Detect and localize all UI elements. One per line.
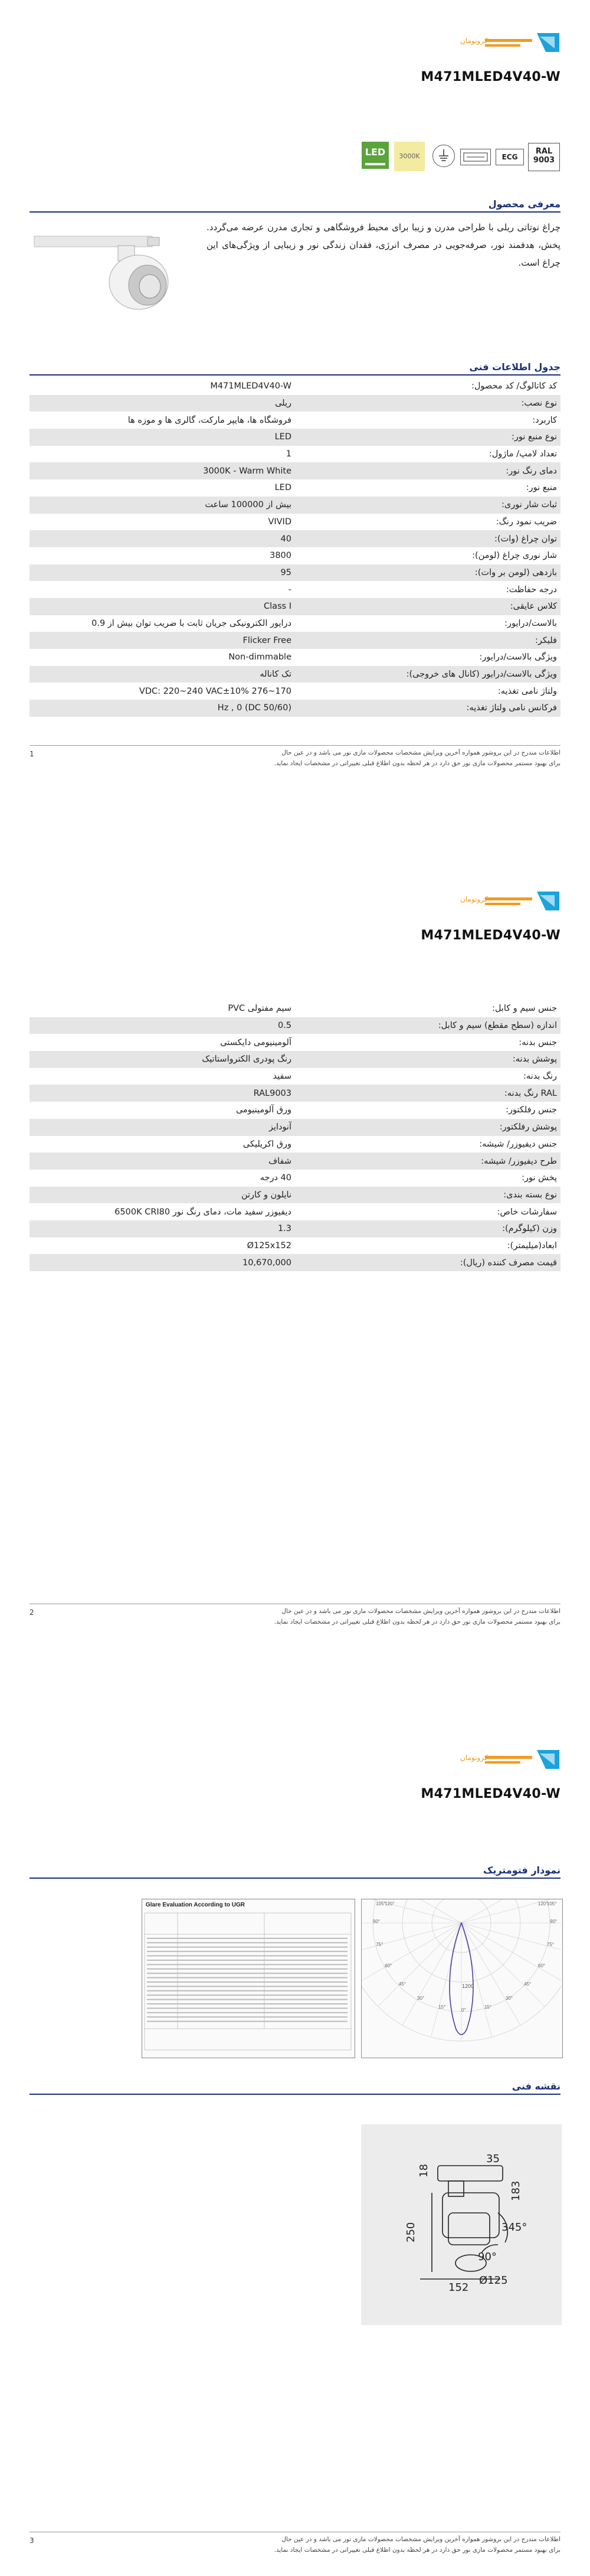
ugr-grid [142, 1911, 353, 2052]
spec-row [30, 412, 560, 429]
spec-row [30, 700, 560, 717]
ugr-row-line [147, 2021, 348, 2022]
polar-angle-label: 45° [398, 1981, 407, 1987]
product-code: M471MLED4V40-W [421, 1787, 560, 1801]
spec-label: طرح دیفیوزر/ شیشه: [295, 1152, 560, 1170]
polar-angle-label: 90° [373, 1919, 381, 1924]
dim-250: 250 [405, 2222, 417, 2242]
spec-label: فلیکر: [295, 632, 560, 649]
polar-svg [362, 1899, 561, 2056]
spec-value: ریلی [30, 395, 295, 412]
spec-label: ابعاد(میلیمتر): [507, 1240, 557, 1251]
spec-value: بیش از 100000 ساعت [30, 497, 295, 514]
footer-line-1: اطلاعات مندرج در این بروشور همواره آخرین ویرایش مشخصات محصولات مازی نور می باشد و در عین حال [281, 749, 560, 756]
ugr-row-line [147, 1990, 348, 1991]
spec-row [30, 1220, 560, 1238]
spec-row [30, 1152, 560, 1170]
ugr-row-line [147, 1947, 348, 1948]
spec-label: ولتاژ نامی تغذیه: [497, 686, 557, 696]
dim-183: 183 [510, 2180, 522, 2201]
brand-logo [460, 887, 560, 915]
footer-line-2: برای بهبود مستمر محصولات مازی نور حق دارد در هر لحظه بدون اطلاع قبلی تغییراتی در مشخصات ایجاد نماید. [274, 1618, 560, 1625]
spec-row [30, 1203, 560, 1220]
ugr-row-line [147, 1973, 348, 1974]
intro-title: معرفی محصول [488, 198, 560, 210]
spec-row [30, 547, 560, 564]
technical-rule [30, 2094, 560, 2095]
ral-badge-text: RAL [535, 147, 553, 156]
polar-angle-label: 120° [385, 1901, 395, 1906]
spec-value: ورق آلومینیومی [235, 1105, 291, 1115]
spec-value: RAL9003 [30, 1085, 295, 1102]
product-code: M471MLED4V40-W [421, 928, 560, 943]
spec-value: درایور الکترونیکی جریان ثابت با ضریب توان بیش از 0.9 [91, 618, 291, 628]
spec-value: LED [274, 483, 291, 493]
dim-125: Ø125 [479, 2274, 508, 2287]
spec-value: 0.5 [30, 1017, 295, 1034]
spec-row [30, 446, 560, 463]
spec-label: RAL رنگ بدنه: [295, 1085, 560, 1102]
brand-logo [460, 28, 560, 57]
product-code: M471MLED4V40-W [421, 70, 560, 84]
technical-svg [361, 2124, 562, 2325]
spec-row [30, 378, 560, 395]
brand-name: کرونومان [460, 37, 488, 45]
brand-logo [460, 1745, 560, 1774]
footer-rule [30, 745, 560, 746]
spec-row [30, 1017, 560, 1034]
ugr-row-line [147, 2003, 348, 2004]
spec-label: بازدهی (لومن بر وات): [295, 564, 560, 582]
spec-value: ورق اکریلیکی [242, 1139, 291, 1149]
polar-angle-label: 30° [506, 1995, 513, 2001]
spec-value: Ø125x152 [247, 1240, 291, 1251]
ugr-row-line [147, 1968, 348, 1970]
ecg-badge [496, 149, 524, 165]
ral-badge [528, 143, 560, 171]
spec-row [30, 1238, 560, 1255]
ral-badge-code: 9003 [533, 156, 555, 165]
led-badge-bar [365, 163, 385, 165]
spec-value: VDC: 220~240 VAC±10% 276~170 [139, 686, 291, 696]
polar-angle-label: 105° [376, 1901, 386, 1906]
page-number: 2 [30, 1608, 34, 1617]
product-image [30, 217, 201, 318]
technical-title: نقشه فنی [512, 2081, 560, 2092]
spec-value: فروشگاه ها، هایپر مارکت، گالری ها و موزه ها [127, 415, 291, 425]
spec-label: بالاست/درایور: [504, 618, 557, 628]
ugr-row-line [147, 1942, 348, 1943]
dim-345: 345° [502, 2221, 527, 2234]
spec-label: جنس بدنه: [519, 1037, 557, 1047]
intro-rule [30, 211, 560, 213]
ugr-title: Glare Evaluation According to UGR [146, 1902, 245, 1908]
ugr-row-line [147, 1986, 348, 1987]
spec-row [30, 1000, 560, 1017]
spec-label: منبع نور: [526, 483, 557, 493]
polar-angle-label: 0° [461, 2007, 466, 2013]
spec-value: - [288, 585, 291, 595]
earth-icon [432, 145, 455, 167]
spec-value: 40 درجه [260, 1173, 291, 1183]
spec-label: کاربرد: [532, 415, 557, 425]
driver-icon [460, 149, 491, 165]
spec-value: شفاف [30, 1152, 295, 1170]
spec-label: ویژگی بالاست/درایور (کانال های خروجی): [295, 666, 560, 683]
spec-value: آنودایز [30, 1119, 295, 1136]
spec-value: سیم مفتولی PVC [228, 1004, 291, 1014]
polar-angle-label: 90° [550, 1919, 558, 1924]
spec-label: توان چراغ (وات): [295, 530, 560, 547]
spec-label: جنس دیفیوزر/ شیشه: [479, 1139, 557, 1149]
spec-label: دمای رنگ نور: [295, 462, 560, 479]
spec-value: دیفیوزر سفید مات، دمای رنگ نور 6500K CRI80 [114, 1207, 291, 1217]
brand-name: کرونومان [460, 895, 488, 903]
page-1 [0, 0, 590, 858]
spec-value: 40 [30, 530, 295, 547]
polar-angle-label: 15° [484, 2004, 491, 2010]
technical-drawing [361, 2124, 562, 2325]
spec-row [30, 649, 560, 666]
page-2 [0, 858, 590, 1717]
polar-angle-label: 75° [376, 1941, 384, 1947]
spec-label: پوشش بدنه: [295, 1051, 560, 1068]
spec-row [30, 1102, 560, 1119]
spec-label: ضریب نمود رنگ: [496, 517, 557, 527]
spec-value: 10,670,000 [30, 1254, 295, 1271]
spec-label: رنگ بدنه: [523, 1072, 557, 1082]
ugr-row-line [147, 1964, 348, 1965]
spec-row [30, 615, 560, 632]
spec-value: M471MLED4V40-W [210, 381, 291, 391]
footer-note [30, 2534, 560, 2555]
spec-label: درجه حفاظت: [506, 585, 557, 595]
ugr-row-line [147, 1955, 348, 1957]
cct-badge-text: 3000K [399, 152, 420, 160]
ugr-row-line [147, 2016, 348, 2017]
spec-value: 95 [30, 564, 295, 582]
spec-label: اندازه (سطح مقطع) سیم و کابل: [295, 1017, 560, 1034]
spec-label: ویژگی بالاست/درایور: [479, 652, 557, 662]
led-badge-text: LED [365, 146, 386, 158]
spec-row [30, 429, 560, 446]
spec-label: وزن (کیلوگرم): [295, 1220, 560, 1238]
spec-row [30, 1254, 560, 1271]
ugr-row-line [147, 2012, 348, 2013]
polar-ray [461, 1923, 520, 2025]
polar-angle-label: 75° [546, 1941, 554, 1947]
spec-row [30, 497, 560, 514]
polar-ray [461, 1923, 545, 2006]
polar-angle-label: 60° [537, 1963, 546, 1968]
spec-label: فرکانس نامی ولتاژ تغذیه: [295, 700, 560, 717]
spec-row [30, 514, 560, 531]
brand-name: کرونومان [460, 1754, 488, 1762]
ecg-badge-text: ECG [502, 153, 518, 161]
spec-label: کد کاتالوگ/ کد محصول: [471, 381, 557, 391]
polar-angle-label: 45° [524, 1981, 532, 1987]
spec-label: قیمت مصرف کننده (ریال): [295, 1254, 560, 1271]
spec-table-1 [30, 378, 560, 717]
spec-row [30, 581, 560, 598]
spec-label: جنس سیم و کابل: [491, 1004, 557, 1014]
polar-ray [431, 1923, 461, 2037]
page-3 [0, 1717, 590, 2575]
spec-rule [30, 374, 560, 376]
spec-row [30, 1085, 560, 1102]
spec-row [30, 564, 560, 582]
spec-row [30, 1119, 560, 1136]
spec-value: سفید [273, 1072, 291, 1082]
spec-label: کلاس عایقی: [295, 598, 560, 615]
spec-value: 3800 [270, 551, 291, 561]
polar-angle-label: 120° [537, 1901, 548, 1906]
page-number: 3 [30, 2536, 34, 2545]
spec-value: Flicker Free [30, 632, 295, 649]
footer-line-1: اطلاعات مندرج در این بروشور همواره آخرین ویرایش مشخصات محصولات مازی نور می باشد و در عین حال [281, 1608, 560, 1615]
dim-90: 90° [478, 2251, 497, 2263]
polar-ray [461, 1923, 561, 1982]
spec-row [30, 1136, 560, 1153]
spec-value: Class I [30, 598, 295, 615]
photometric-title: نمودار فتومتریک [483, 1865, 560, 1876]
footer-line-1: اطلاعات مندرج در این بروشور همواره آخرین ویرایش مشخصات محصولات مازی نور می باشد و در عین حال [281, 2536, 560, 2543]
footer-line-2: برای بهبود مستمر محصولات مازی نور حق دارد در هر لحظه بدون اطلاع قبلی تغییراتی در مشخصات ایجاد نماید. [274, 2546, 560, 2554]
spec-value: نایلون و کارتن [30, 1187, 295, 1204]
ugr-row-line [147, 1994, 348, 1996]
dim-152: 152 [448, 2281, 469, 2294]
spec-row [30, 1170, 560, 1187]
spec-row [30, 479, 560, 497]
spec-row [30, 632, 560, 649]
ugr-row-line [147, 2007, 348, 2009]
footer-note [30, 1606, 560, 1627]
spec-value: VIVID [268, 517, 291, 527]
spec-row [30, 683, 560, 700]
led-badge [362, 142, 389, 169]
polar-diagram [361, 1899, 563, 2058]
photometric-rule [30, 1878, 560, 1879]
polar-ray [362, 1923, 461, 1982]
spec-value: آلومینیومی دایکستی [220, 1037, 291, 1047]
spec-row [30, 462, 560, 479]
polar-angle-label: 60° [385, 1963, 392, 1968]
spec-title: جدول اطلاعات فنی [469, 361, 560, 373]
polar-angle-label: 30° [417, 1995, 425, 2001]
spec-row [30, 530, 560, 547]
spec-row [30, 666, 560, 683]
spec-value: 1.3 [30, 1220, 295, 1238]
spec-label: نوع نصب: [295, 395, 560, 412]
spec-label: نوع منبع نور: [295, 429, 560, 446]
spec-row [30, 395, 560, 412]
spec-label: نوع بسته بندی: [295, 1187, 560, 1204]
ugr-row-line [147, 1977, 348, 1978]
spec-value: LED [30, 429, 295, 446]
ugr-row-line [147, 1951, 348, 1952]
dim-35: 35 [486, 2153, 500, 2165]
footer-note [30, 747, 560, 769]
polar-ray [402, 1923, 461, 2025]
spec-row [30, 1051, 560, 1068]
spec-value: 1 [286, 449, 291, 459]
ugr-row-line [147, 1960, 348, 1961]
spec-label: سفارشات خاص: [497, 1207, 557, 1217]
ugr-row-line [147, 1938, 348, 1939]
ugr-row-line [147, 1999, 348, 2000]
ugr-row-line [147, 1981, 348, 1983]
spec-value: 3000K - Warm White [30, 462, 295, 479]
intro-text: چراغ نوتاتی ریلی با طراحی مدرن و زیبا برای محیط فروشگاهی و تجاری مدرن عرضه می‌گردد. پخش، هدفمند نور، صرفه‌جویی در مصرف انرژی، فقدان زندگی نور و زیبایی از ویژگی‌های این چراغ است. [206, 222, 560, 268]
spec-value: (Hz , 0 (DC 50/60 [30, 700, 295, 717]
cct-badge [394, 142, 425, 171]
ugr-table [142, 1899, 355, 2058]
spec-label: جنس رفلکتور: [506, 1105, 557, 1115]
spec-label: شار نوری چراغ (لومن): [472, 551, 557, 561]
spec-label: پخش نور: [522, 1173, 557, 1183]
polar-ray [461, 1923, 492, 2037]
page-number: 1 [30, 750, 34, 758]
spec-label: تعداد لامپ/ ماژول: [489, 449, 557, 459]
spec-value: Non-dimmable [228, 652, 291, 662]
spec-row [30, 1187, 560, 1204]
spec-row [30, 1068, 560, 1085]
spec-label: ثبات شار نوری: [295, 497, 560, 514]
spec-table-2 [30, 1000, 560, 1271]
polar-angle-label: 15° [438, 2004, 446, 2010]
dim-18: 18 [418, 2164, 430, 2177]
spec-value: رنگ پودری الکترواستاتیک [30, 1051, 295, 1068]
polar-angle-label: 105° [546, 1901, 557, 1906]
spec-value: تک کاناله [30, 666, 295, 683]
spec-row [30, 598, 560, 615]
spec-row [30, 1034, 560, 1051]
spec-label: پوشش رفلکتور: [295, 1119, 560, 1136]
polar-center-label: 1200 [462, 1983, 474, 1989]
footer-line-2: برای بهبود مستمر محصولات مازی نور حق دارد در هر لحظه بدون اطلاع قبلی تغییراتی در مشخصات ایجاد نماید. [274, 760, 560, 767]
